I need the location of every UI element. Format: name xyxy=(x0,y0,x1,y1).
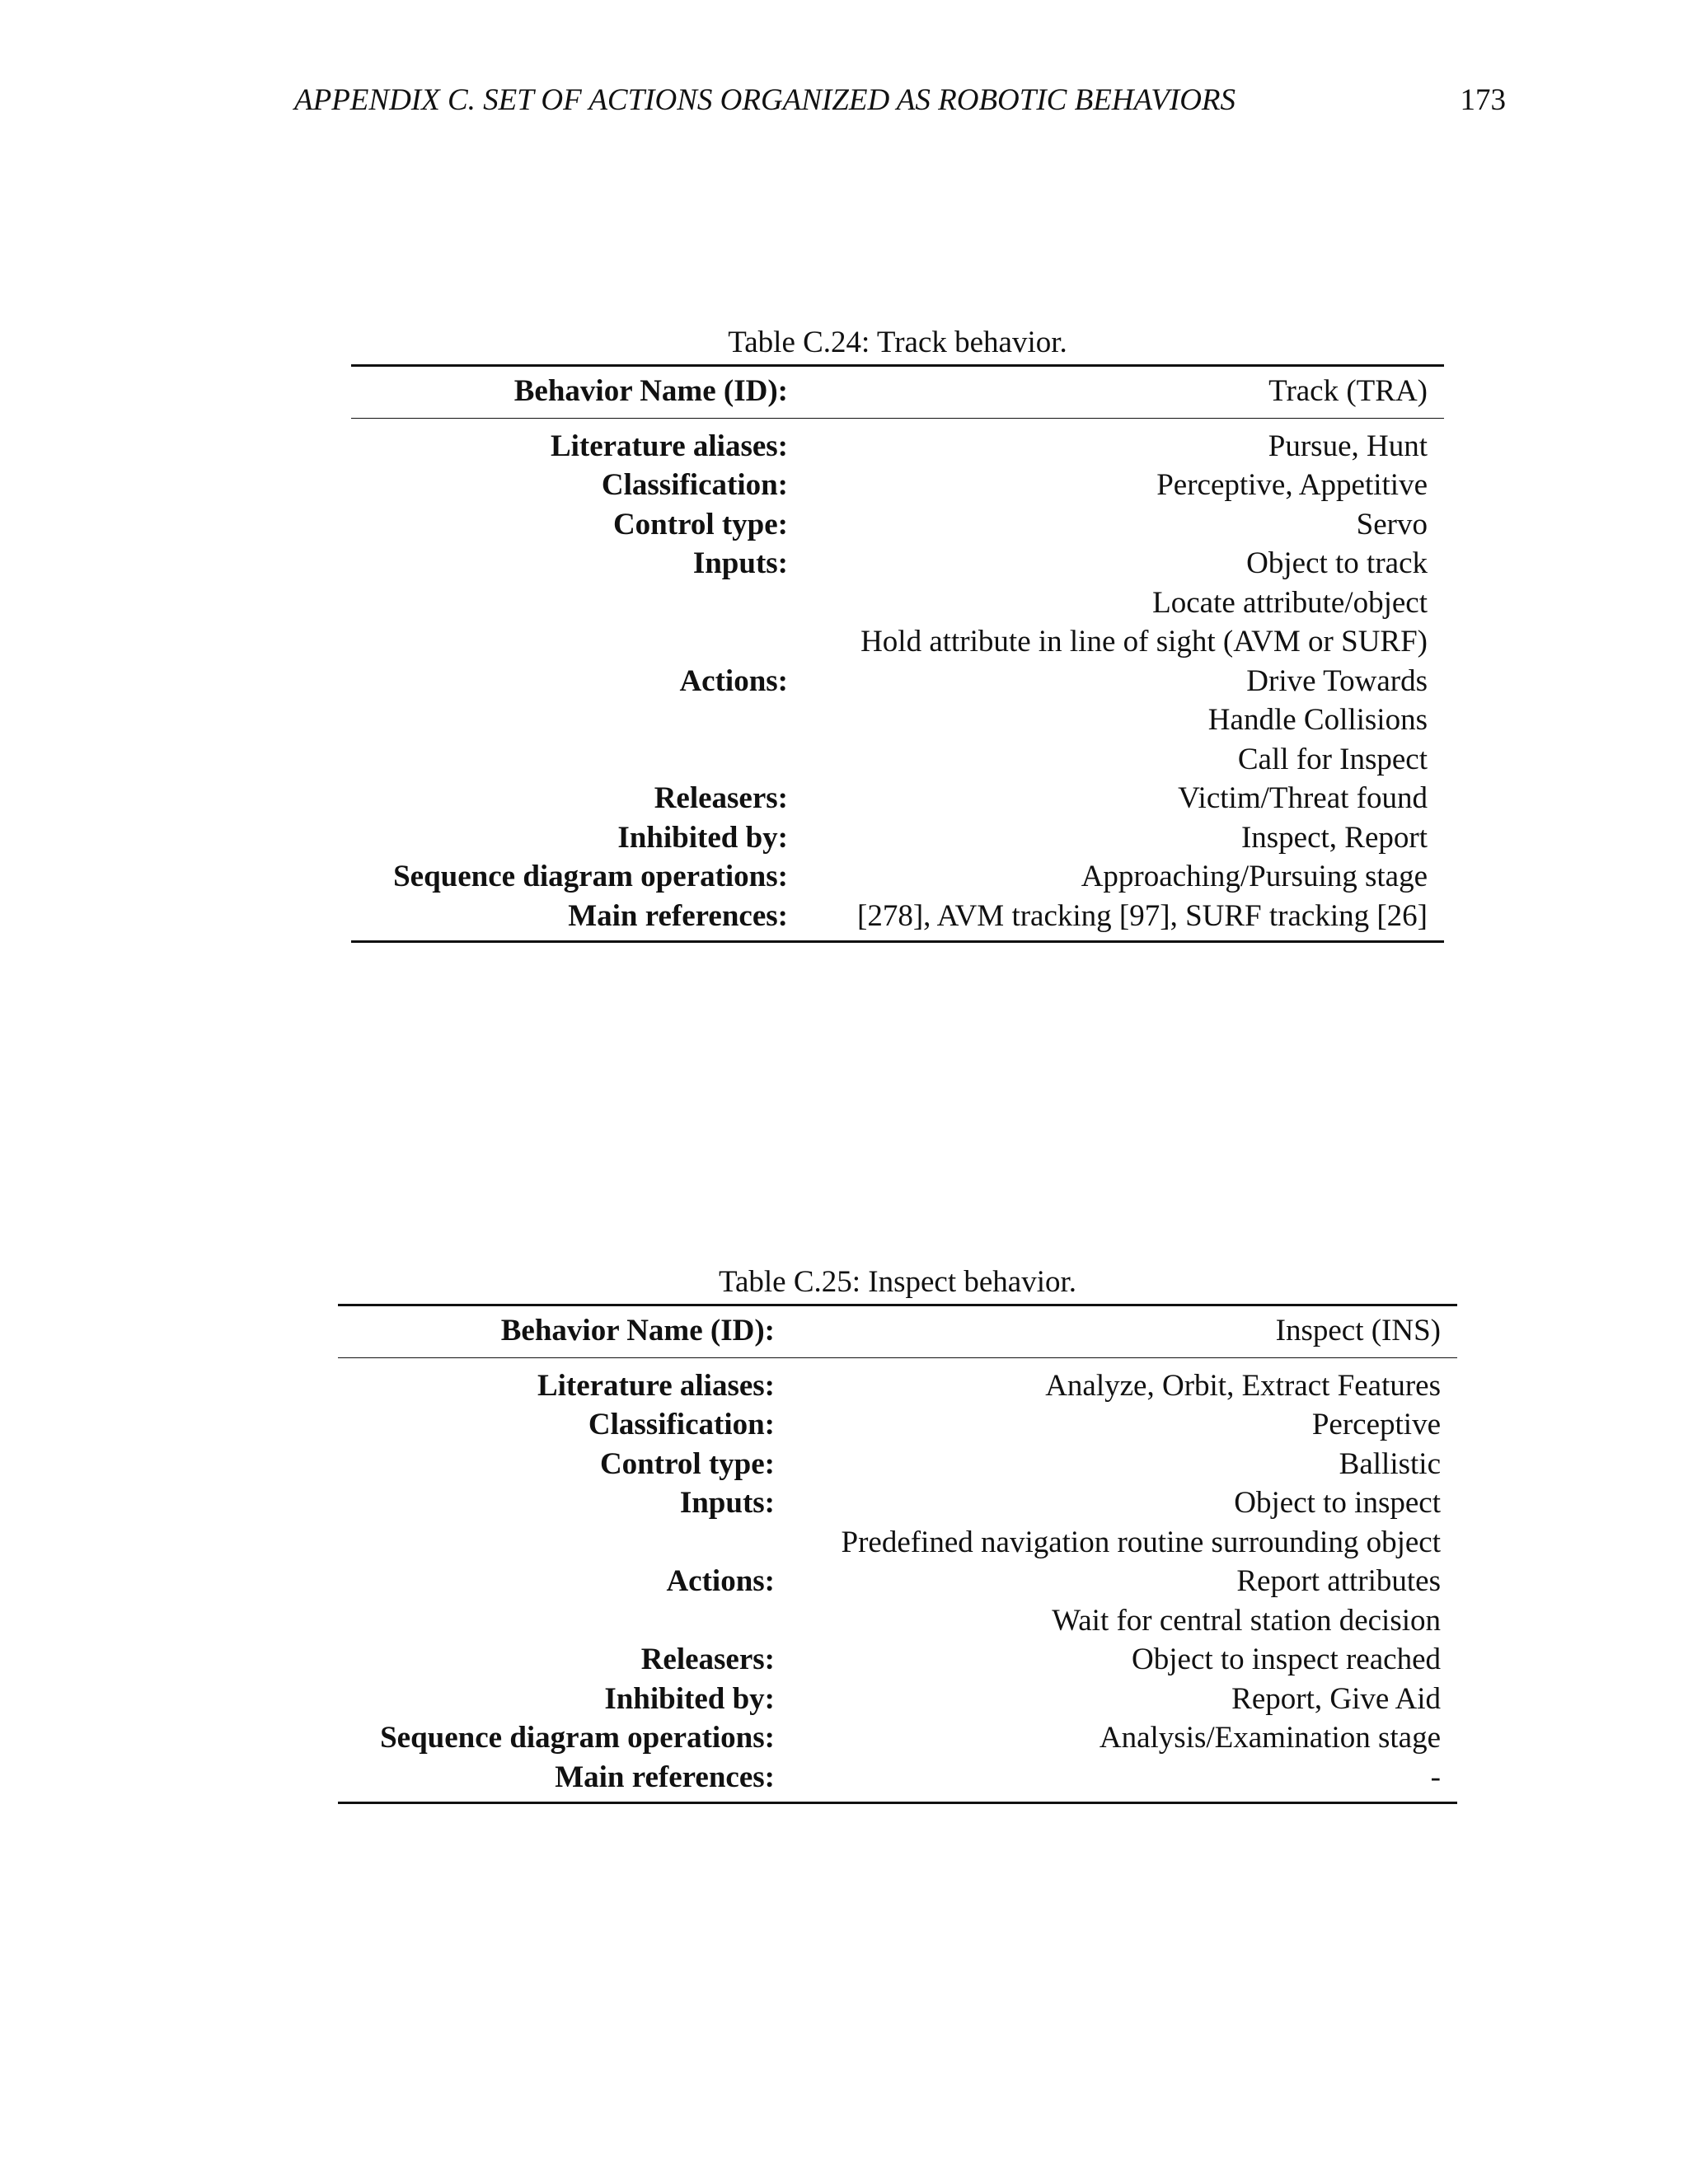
table-row xyxy=(351,662,1444,701)
row-value-cell: Approaching/Pursuing stage xyxy=(1081,860,1428,893)
row-key-cell xyxy=(338,1601,791,1641)
table-row xyxy=(351,818,1444,858)
row-value-cell: Victim/Threat found xyxy=(1178,781,1428,815)
row-key-cell: Classification: xyxy=(588,1408,775,1441)
row-value-cell: Locate attribute/object xyxy=(1152,585,1428,620)
row-value-cell: Handle Collisions xyxy=(1207,703,1428,737)
table-body xyxy=(338,1357,1457,1803)
table-row xyxy=(338,1445,1457,1484)
row-key-cell xyxy=(338,1523,791,1563)
table-inspect-behavior xyxy=(338,1261,1457,1804)
table-row xyxy=(351,418,1444,466)
row-value-cell: Object to inspect xyxy=(1234,1486,1441,1520)
page-number: 173 xyxy=(1460,83,1506,117)
table-row xyxy=(351,466,1444,505)
row-key-cell: Sequence diagram operations: xyxy=(393,860,788,893)
row-value-cell: Analysis/Examination stage xyxy=(1099,1721,1441,1755)
row-key-cell: Main references: xyxy=(568,898,788,933)
table-row xyxy=(351,583,1444,623)
table-header-row xyxy=(338,1305,1457,1358)
table-row xyxy=(338,1718,1457,1758)
header-key-cell: Behavior Name (ID): xyxy=(513,374,788,408)
row-value-cell: Analyze, Orbit, Extract Features xyxy=(1045,1368,1441,1403)
row-value-cell: Hold attribute in line of sight (AVM or SURF) xyxy=(860,625,1428,658)
table-row xyxy=(338,1758,1457,1803)
table-row xyxy=(351,857,1444,897)
table-row xyxy=(351,544,1444,583)
table-row xyxy=(338,1357,1457,1405)
row-value-cell: Inspect, Report xyxy=(1240,820,1428,855)
table-row xyxy=(338,1562,1457,1601)
header-value-cell: Inspect (INS) xyxy=(1275,1314,1441,1347)
row-value-cell: Report, Give Aid xyxy=(1231,1681,1441,1716)
row-key-cell: Releasers: xyxy=(654,781,788,815)
header-key-cell: Behavior Name (ID): xyxy=(500,1314,775,1347)
table-row xyxy=(338,1601,1457,1641)
table-track-behavior xyxy=(351,321,1444,943)
row-key-cell xyxy=(351,740,804,780)
row-value-cell: Drive Towards xyxy=(1246,663,1428,698)
row-value-cell: Ballistic xyxy=(1339,1446,1441,1481)
behavior-table xyxy=(338,1304,1457,1804)
row-key-cell: Actions: xyxy=(679,663,788,698)
header-value-cell: Track (TRA) xyxy=(1268,374,1428,408)
table-row xyxy=(351,505,1444,545)
behavior-table xyxy=(351,364,1444,943)
table-row xyxy=(338,1405,1457,1445)
row-value-cell: - xyxy=(1430,1760,1441,1794)
table-row xyxy=(338,1640,1457,1680)
row-value-cell: [278], AVM tracking [97], SURF tracking [26] xyxy=(857,898,1428,933)
row-key-cell xyxy=(351,622,804,662)
row-value-cell: Report attributes xyxy=(1236,1564,1441,1598)
row-key-cell: Classification: xyxy=(601,468,788,502)
row-key-cell: Main references: xyxy=(555,1760,775,1794)
table-row xyxy=(338,1523,1457,1563)
row-value-cell: Perceptive, Appetitive xyxy=(1156,468,1428,502)
running-header xyxy=(294,79,1506,122)
table-row xyxy=(351,779,1444,818)
row-key-cell: Inputs: xyxy=(679,1486,775,1520)
row-value-cell: Servo xyxy=(1356,507,1428,541)
table-header-row xyxy=(351,366,1444,419)
row-value-cell: Pursue, Hunt xyxy=(1268,429,1428,463)
row-key-cell: Inputs: xyxy=(692,546,788,580)
row-key-cell: Inhibited by: xyxy=(617,820,788,855)
table-row xyxy=(338,1680,1457,1719)
table-row xyxy=(351,897,1444,942)
row-key-cell xyxy=(351,701,804,740)
table-row xyxy=(338,1483,1457,1523)
row-key-cell: Literature aliases: xyxy=(550,429,788,463)
row-key-cell: Control type: xyxy=(599,1446,775,1481)
table-body xyxy=(351,418,1444,942)
table-row xyxy=(351,622,1444,662)
row-key-cell: Releasers: xyxy=(640,1643,775,1676)
row-key-cell: Control type: xyxy=(612,507,788,541)
row-value-cell: Wait for central station decision xyxy=(1052,1603,1441,1638)
row-value-cell: Object to track xyxy=(1246,546,1428,580)
row-value-cell: Predefined navigation routine surrounding object xyxy=(841,1525,1441,1559)
table-row xyxy=(351,701,1444,740)
row-key-cell xyxy=(351,583,804,623)
row-key-cell: Inhibited by: xyxy=(604,1681,775,1716)
table-row xyxy=(351,740,1444,780)
row-key-cell: Literature aliases: xyxy=(537,1368,775,1403)
row-value-cell: Perceptive xyxy=(1311,1408,1441,1441)
row-value-cell: Call for Inspect xyxy=(1237,742,1428,776)
table-caption: Table C.24: Track behavior. xyxy=(728,326,1067,359)
running-title: APPENDIX C. SET OF ACTIONS ORGANIZED AS ROBOTIC BEHAVIORS xyxy=(294,83,1236,117)
row-key-cell: Actions: xyxy=(666,1564,775,1598)
row-key-cell: Sequence diagram operations: xyxy=(380,1721,775,1755)
row-value-cell: Object to inspect reached xyxy=(1132,1643,1441,1676)
table-caption: Table C.25: Inspect behavior. xyxy=(718,1265,1077,1299)
